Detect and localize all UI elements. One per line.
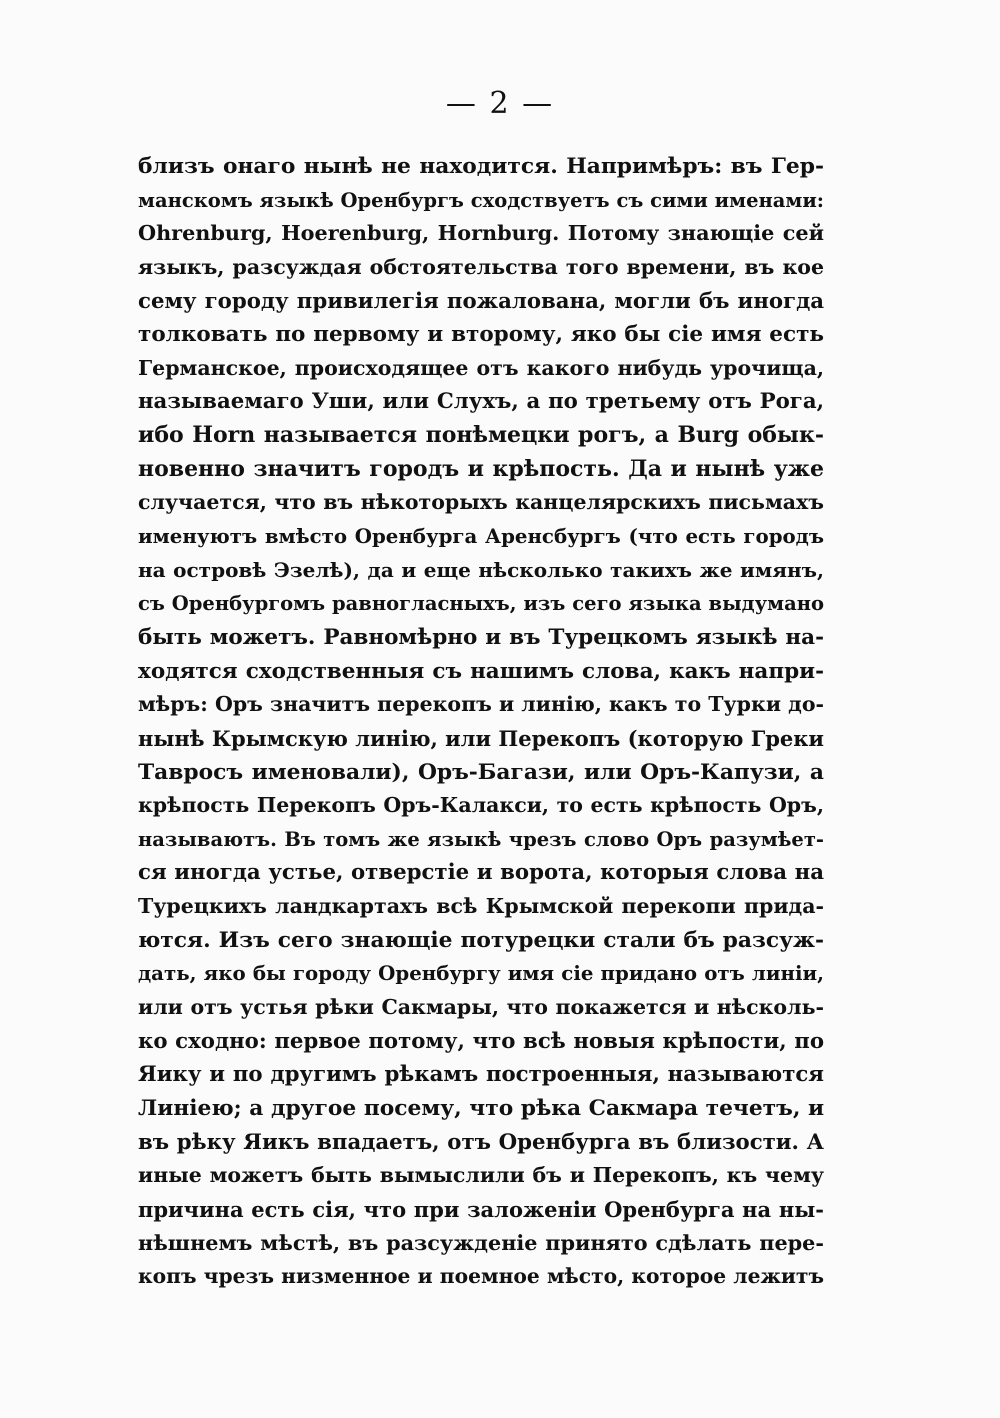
text-line: въ рѣку Яикъ впадаетъ, отъ Оренбурга въ близости. А <box>138 1129 824 1155</box>
text-line: нынѣ Крымскую линію, или Перекопъ (которую Греки <box>138 725 824 751</box>
text-line: именуютъ вмѣсто Оренбурга Аренсбургъ (что есть городъ <box>138 524 824 549</box>
text-line: или отъ устья рѣки Сакмары, что покажется и нѣсколь- <box>138 995 824 1020</box>
text-line: ходятся сходственныя съ нашимъ слова, какъ напри- <box>138 658 824 684</box>
text-line: на островѣ Эзелѣ), да и еще нѣсколько такихъ же имянъ, <box>138 557 824 582</box>
text-line: Тавросъ именовали), Оръ-Багази, или Оръ-Капузи, а <box>138 759 824 785</box>
text-line: ибо Horn называется понѣмецки рогъ, а Burg обык- <box>138 422 824 449</box>
text-line: нѣшнемъ мѣстѣ, въ разсужденіе принято сдѣлать пере- <box>138 1230 824 1255</box>
text-line: Ohrenburg, Hoerenburg, Hornburg. Потому знающіе сей <box>138 221 824 246</box>
text-line: манскомъ языкѣ Оренбургъ сходствуетъ съ сими именами: <box>138 188 824 212</box>
text-line: называютъ. Въ томъ же языкѣ чрезъ слово Оръ разумѣет- <box>138 827 824 851</box>
text-line: языкъ, разсуждая обстоятельства того времени, въ кое <box>138 254 824 279</box>
text-line: случается, что въ нѣкоторыхъ канцелярскихъ письмахъ <box>138 490 824 515</box>
text-line: Германское, происходящее отъ какого нибудь урочища, <box>138 355 824 380</box>
text-line: сему городу привилегія пожалована, могли бъ иногда <box>138 288 824 314</box>
page-number: — 2 — <box>445 86 555 121</box>
text-line: толковать по первому и второму, яко бы сіе имя есть <box>138 322 824 348</box>
text-line: ются. Изъ сего знающіе потурецки стали бъ разсуж- <box>138 927 824 953</box>
text-line: быть можетъ. Равномѣрно и въ Турецкомъ языкѣ на- <box>138 624 824 650</box>
text-line: мѣръ: Оръ значитъ перекопъ и линію, какъ то Турки до- <box>138 692 825 717</box>
text-line: ко сходно: первое потому, что всѣ новыя крѣпости, по <box>138 1028 824 1054</box>
text-line: крѣпость Перекопъ Оръ-Калакси, то есть крѣпость Оръ, <box>138 793 824 818</box>
text-line: Турецкихъ ландкартахъ всѣ Крымской перекопи прида- <box>138 894 824 919</box>
text-line: новенно значитъ городъ и крѣпость. Да и нынѣ уже <box>138 455 824 482</box>
text-line: причина есть сія, что при заложеніи Оренбурга на ны- <box>138 1196 824 1222</box>
body-text <box>138 150 824 1294</box>
text-line: называемаго Уши, или Слухъ, а по третьему отъ Рога, <box>138 389 824 415</box>
text-line: Яику и по другимъ рѣкамъ построенныя, называются <box>138 1062 824 1088</box>
text-line: ся иногда устье, отверстіе и ворота, которыя слова на <box>138 860 824 886</box>
text-line: копъ чрезъ низменное и поемное мѣсто, которое лежитъ <box>138 1264 824 1289</box>
text-line: дать, яко бы городу Оренбургу имя сіе придано отъ линіи, <box>138 961 824 986</box>
text-line: Линіею; а другое посему, что рѣка Сакмара течетъ, и <box>138 1095 825 1121</box>
text-line: близъ онаго нынѣ не находится. Напримѣръ: въ Гер- <box>138 154 824 179</box>
text-line: съ Оренбургомъ равногласныхъ, изъ сего языка выдумано <box>138 592 824 616</box>
text-line: иные можетъ быть вымыслили бъ и Перекопъ, къ чему <box>138 1163 824 1188</box>
